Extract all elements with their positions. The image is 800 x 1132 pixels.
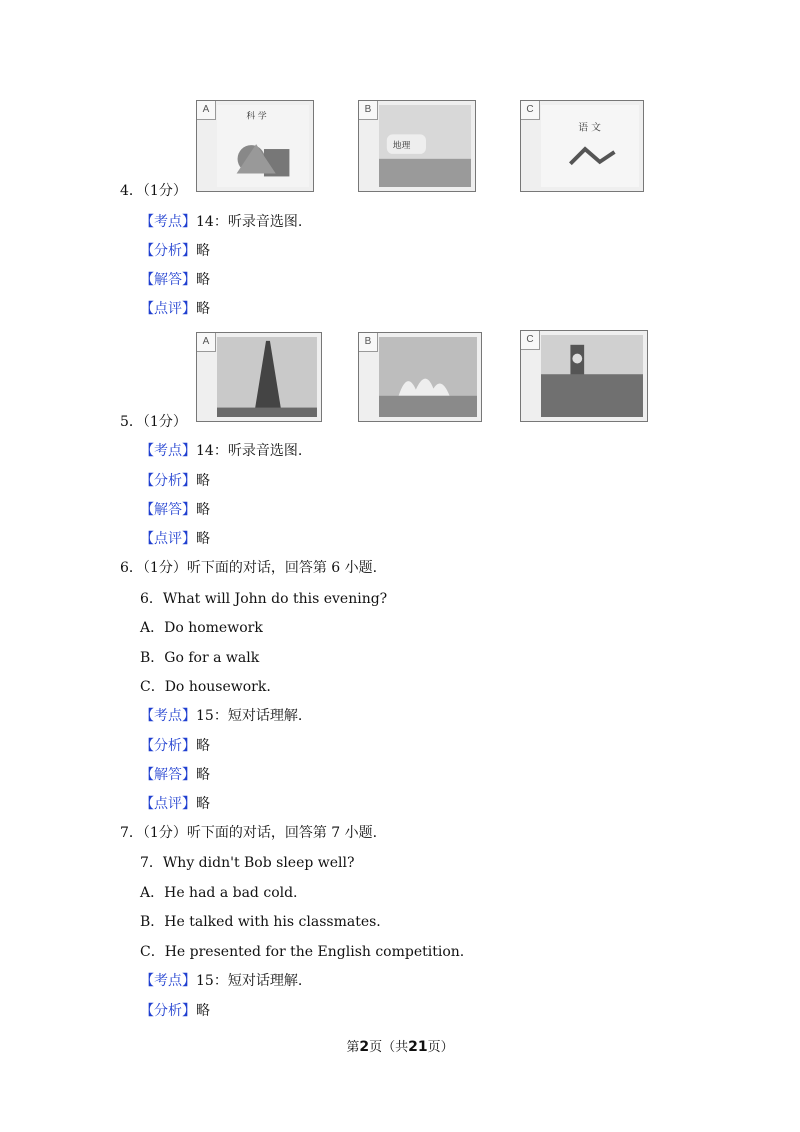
big-ben-photo-icon bbox=[541, 335, 643, 417]
q4-fenxi bbox=[140, 242, 210, 260]
sydney-opera-house-photo-icon bbox=[379, 337, 477, 417]
dianping-tag: 【点评】 bbox=[140, 301, 196, 317]
q6-option-c: C．Do housework. bbox=[140, 679, 271, 695]
image-label: B bbox=[359, 101, 378, 120]
q5-image-a bbox=[196, 332, 322, 422]
kaodian-tag: 【考点】 bbox=[140, 443, 196, 459]
q5-kaodian bbox=[140, 442, 302, 460]
image-label: C bbox=[521, 101, 540, 120]
footer-page-number: 2 bbox=[359, 1039, 370, 1055]
footer-mid: 页（共 bbox=[369, 1040, 409, 1055]
fenxi-tag: 【分析】 bbox=[140, 243, 196, 259]
fenxi-tag: 【分析】 bbox=[140, 738, 196, 754]
q5-image-b bbox=[358, 332, 482, 422]
kaodian-tag: 【考点】 bbox=[140, 708, 196, 724]
q7-header: 7．（1分）听下面的对话，回答第 7 小题. bbox=[120, 825, 378, 841]
q6-dianping bbox=[140, 795, 210, 813]
dianping-tag: 【点评】 bbox=[140, 531, 196, 547]
science-book-cover-icon bbox=[217, 105, 309, 187]
q4-kaodian bbox=[140, 213, 302, 231]
kaodian-text: 15：短对话理解. bbox=[196, 973, 303, 989]
q5-image-c bbox=[520, 330, 648, 422]
image-label: C bbox=[521, 331, 540, 350]
kaodian-text: 15：短对话理解. bbox=[196, 708, 303, 724]
q6-question: 6．What will John do this evening? bbox=[140, 591, 388, 607]
dianping-text: 略 bbox=[196, 796, 210, 812]
fenxi-tag: 【分析】 bbox=[140, 473, 196, 489]
image-label: A bbox=[197, 333, 216, 352]
jieda-text: 略 bbox=[196, 272, 210, 288]
dianping-tag: 【点评】 bbox=[140, 796, 196, 812]
q4-jieda bbox=[140, 271, 210, 289]
kaodian-text: 14：听录音选图. bbox=[196, 214, 303, 230]
q7-fenxi bbox=[140, 1002, 210, 1020]
q6-kaodian bbox=[140, 707, 302, 725]
fenxi-text: 略 bbox=[196, 1003, 210, 1019]
q6-header: 6．（1分）听下面的对话，回答第 6 小题. bbox=[120, 560, 378, 576]
footer-post: 页） bbox=[427, 1040, 454, 1055]
q5-dianping bbox=[140, 530, 210, 548]
q4-dianping bbox=[140, 300, 210, 318]
q6-fenxi bbox=[140, 737, 210, 755]
kaodian-tag: 【考点】 bbox=[140, 973, 196, 989]
dianping-text: 略 bbox=[196, 531, 210, 547]
q6-option-b: B．Go for a walk bbox=[140, 650, 260, 666]
jieda-tag: 【解答】 bbox=[140, 502, 196, 518]
kaodian-text: 14：听录音选图. bbox=[196, 443, 303, 459]
fenxi-tag: 【分析】 bbox=[140, 1003, 196, 1019]
page-footer bbox=[0, 1036, 800, 1055]
q6-jieda bbox=[140, 766, 210, 784]
q7-kaodian bbox=[140, 972, 302, 990]
q7-option-a: A．He had a bad cold. bbox=[140, 885, 298, 901]
image-label: B bbox=[359, 333, 378, 352]
kaodian-tag: 【考点】 bbox=[140, 214, 196, 230]
q5-fenxi bbox=[140, 472, 210, 490]
svg-text:语 文: 语 文 bbox=[578, 122, 601, 134]
svg-text:科 学: 科 学 bbox=[246, 111, 267, 122]
fenxi-text: 略 bbox=[196, 473, 210, 489]
q7-option-b: B．He talked with his classmates. bbox=[140, 914, 381, 930]
q5-number: 5．（1分） bbox=[120, 414, 187, 430]
fenxi-text: 略 bbox=[196, 738, 210, 754]
footer-pre: 第 bbox=[346, 1040, 360, 1055]
q5-jieda bbox=[140, 501, 210, 519]
jieda-tag: 【解答】 bbox=[140, 272, 196, 288]
q4-number: 4．（1分） bbox=[120, 183, 187, 199]
eiffel-tower-photo-icon bbox=[217, 337, 317, 417]
jieda-text: 略 bbox=[196, 767, 210, 783]
q6-option-a: A．Do homework bbox=[140, 620, 263, 636]
dianping-text: 略 bbox=[196, 301, 210, 317]
geography-book-cover-icon bbox=[379, 105, 471, 187]
image-label: A bbox=[197, 101, 216, 120]
q7-question: 7．Why didn't Bob sleep well? bbox=[140, 855, 355, 871]
jieda-text: 略 bbox=[196, 502, 210, 518]
q7-option-c: C．He presented for the English competition. bbox=[140, 944, 465, 960]
chinese-book-cover-icon bbox=[541, 105, 639, 187]
jieda-tag: 【解答】 bbox=[140, 767, 196, 783]
footer-total-pages: 21 bbox=[408, 1039, 428, 1055]
fenxi-text: 略 bbox=[196, 243, 210, 259]
q4-image-b bbox=[358, 100, 476, 192]
q4-image-a bbox=[196, 100, 314, 192]
svg-text:地理: 地理 bbox=[392, 141, 411, 152]
q4-image-c bbox=[520, 100, 644, 192]
